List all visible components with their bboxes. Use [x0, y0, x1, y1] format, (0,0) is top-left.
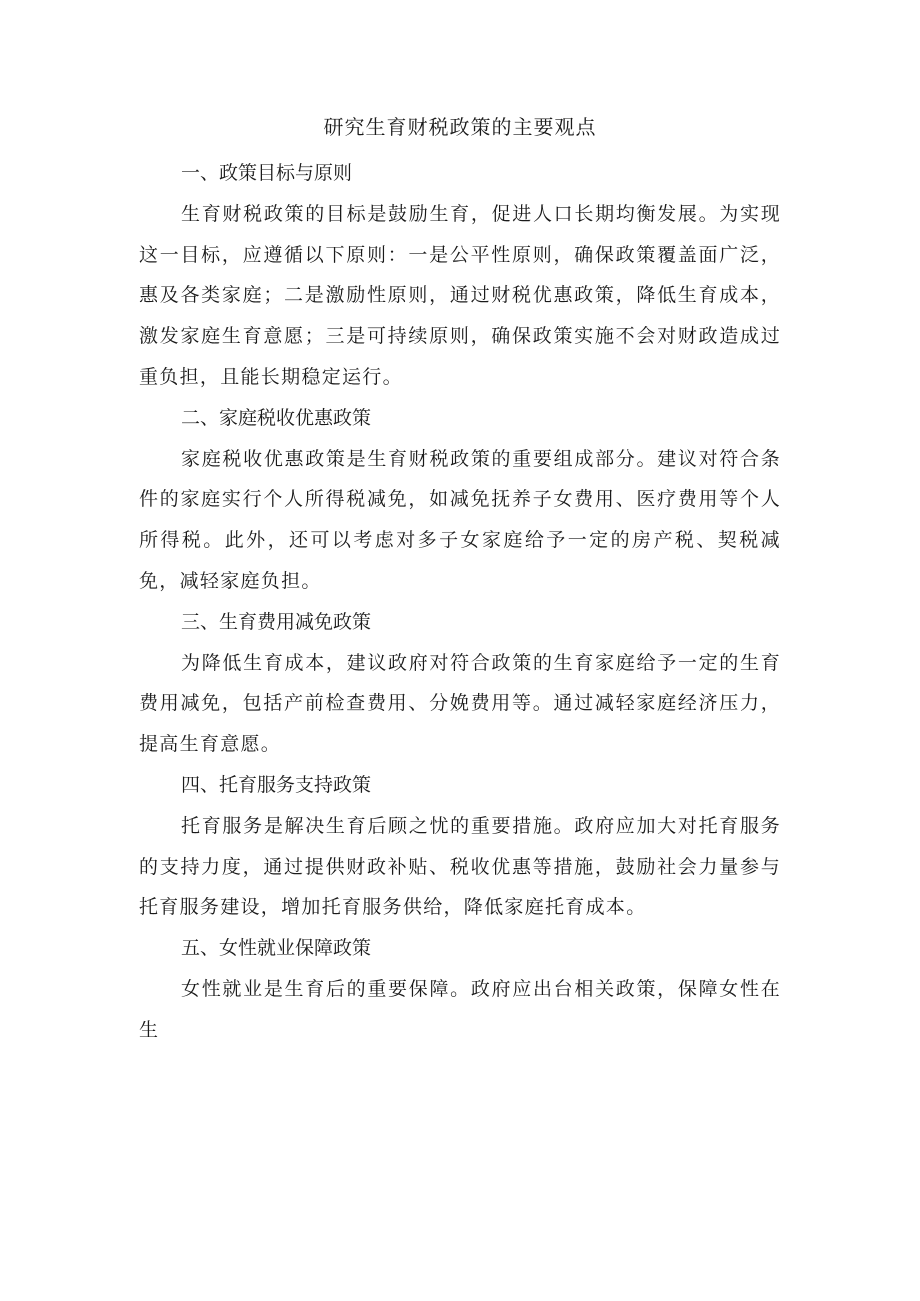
- section-paragraph-3: 为降低生育成本，建议政府对符合政策的生育家庭给予一定的生育费用减免，包括产前检查费用、分娩费用等。通过减轻家庭经济压力，提高生育意愿。: [139, 651, 781, 756]
- section-paragraph-4: 托育服务是解决生育后顾之忧的重要措施。政府应加大对托育服务的支持力度，通过提供财政补贴、税收优惠等措施，鼓励社会力量参与托育服务建设，增加托育服务供给，降低家庭托育成本。: [139, 814, 781, 919]
- document-title: 研究生育财税政策的主要观点: [323, 115, 597, 139]
- section-heading-4: 四、托育服务支持政策: [181, 773, 372, 796]
- section-paragraph-1: 生育财税政策的目标是鼓励生育，促进人口长期均衡发展。为实现这一目标，应遵循以下原则：一是公平性原则，确保政策覆盖面广泛，惠及各类家庭；二是激励性原则，通过财税优惠政策，降低生育成本，激发家庭生育意愿；三是可持续原则，确保政策实施不会对财政造成过重负担，且能长期稳定运行。: [139, 202, 781, 388]
- section-heading-1: 一、政策目标与原则: [181, 162, 353, 184]
- section-heading-2: 二、家庭税收优惠政策: [181, 406, 372, 429]
- document-body: [139, 153, 781, 1051]
- section-paragraph-5: 女性就业是生育后的重要保障。政府应出台相关政策，保障女性在生: [139, 977, 781, 1041]
- section-paragraph-2: 家庭税收优惠政策是生育财税政策的重要组成部分。建议对符合条件的家庭实行个人所得税减免，如减免抚养子女费用、医疗费用等个人所得税。此外，还可以考虑对多子女家庭给予一定的房产税、契税减免，减轻家庭负担。: [139, 447, 781, 592]
- section-heading-3: 三、生育费用减免政策: [181, 610, 372, 633]
- section-heading-5: 五、女性就业保障政策: [181, 937, 372, 960]
